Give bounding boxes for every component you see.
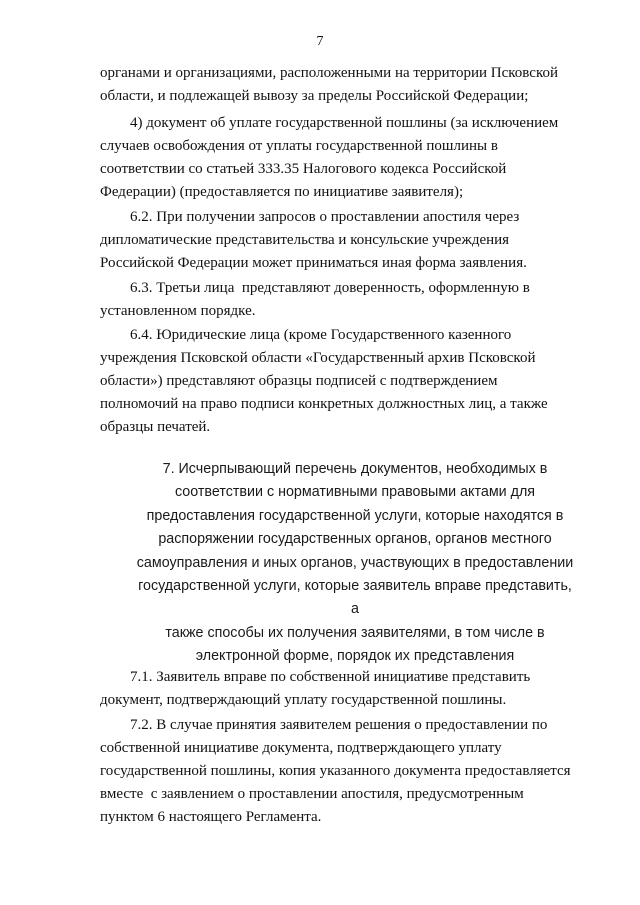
paragraph-continuation: органами и организациями, расположенными на территории Псковской области, и подлежащей вывозу за пределы Российской Федерации; <box>100 65 559 104</box>
paragraph-7-1: 7.1. Заявитель вправе по собственной инициативе представить документ, подтверждающий уплату государственной пошлины. <box>100 669 531 708</box>
paragraph-7-2: 7.2. В случае принятия заявителем решения о предоставлении по собственной инициативе документа, подтверждающего уплату государственной пошлины, копия указанного документа предоставляется вместе с заявлением о проставлении апостиля, предусмотренным пунктом 6 настоящего Регламента. <box>100 717 571 825</box>
paragraph-6-2: 6.2. При получении запросов о проставлении апостиля через дипломатические представительства и консульские учреждения Российской Федерации может приниматься иная форма заявления. <box>100 209 527 271</box>
section-7-heading: 7. Исчерпывающий перечень документов, необходимых в соответствии с нормативными правовыми актами для предоставления государственной услуги, которые находятся в распоряжении государственных органов, органов местного самоуправления и иных органов, участвующих в предоставлении государственной услуги, которые заявитель вправе представить, а также способы их получения заявителями, в том числе в электронной форме, порядок их представления <box>136 461 574 665</box>
paragraph-6-4: 6.4. Юридические лица (кроме Государственного казенного учреждения Псковской области «Государственный архив Псковской области») представляют образцы подписей с подтверждением полномочий на право подписи конкретных должностных лиц, а также образцы печатей. <box>100 327 548 435</box>
page-number: 7 <box>316 34 324 49</box>
paragraph-6-3: 6.3. Третьи лица представляют доверенность, оформленную в установленном порядке. <box>100 280 530 319</box>
paragraph-item-4: 4) документ об уплате государственной пошлины (за исключением случаев освобождения от уплаты государственной пошлины в соответствии со статьей 333.35 Налогового кодекса Российской Федерации) (предоставляется по инициативе заявителя); <box>100 115 559 200</box>
